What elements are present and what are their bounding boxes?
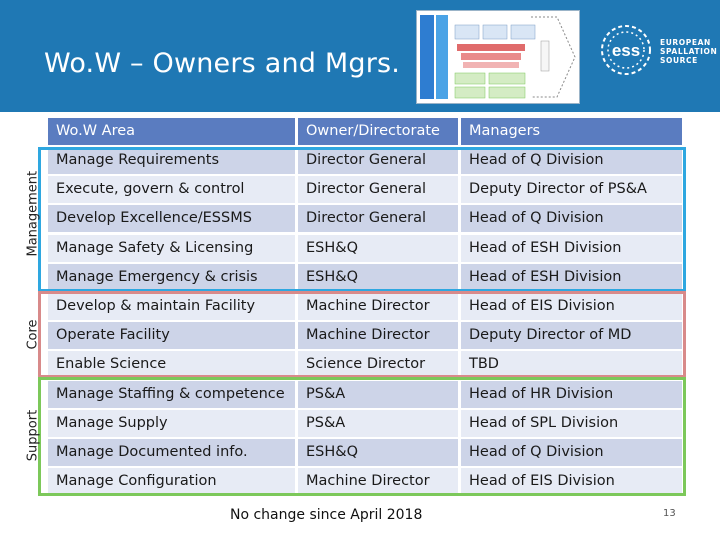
cell-area: Manage Staffing & competence bbox=[48, 381, 295, 408]
table-row bbox=[48, 380, 682, 409]
table-row bbox=[48, 321, 682, 350]
cell-area: Enable Science bbox=[48, 351, 295, 378]
cell-manager: Head of EIS Division bbox=[461, 468, 682, 495]
cell-owner: PS&A bbox=[298, 410, 458, 437]
cell-manager: Deputy Director of MD bbox=[461, 322, 682, 349]
logo-line-1: EUROPEAN bbox=[660, 38, 711, 47]
column-header-managers: Managers bbox=[461, 118, 682, 145]
cell-owner: ESH&Q bbox=[298, 439, 458, 466]
group-label-support: Support bbox=[25, 409, 41, 462]
table-row bbox=[48, 438, 682, 467]
table-row bbox=[48, 467, 682, 496]
cell-manager: Deputy Director of PS&A bbox=[461, 176, 682, 203]
group-label-core: Core bbox=[25, 319, 41, 350]
cell-owner: ESH&Q bbox=[298, 264, 458, 291]
logo-line-3: SOURCE bbox=[660, 56, 698, 65]
slide-number: 13 bbox=[663, 508, 676, 519]
cell-area: Develop & maintain Facility bbox=[48, 293, 295, 320]
column-header-area: Wo.W Area bbox=[48, 118, 295, 145]
cell-area: Operate Facility bbox=[48, 322, 295, 349]
cell-area: Execute, govern & control bbox=[48, 176, 295, 203]
cell-manager: Head of ESH Division bbox=[461, 235, 682, 262]
cell-area: Manage Supply bbox=[48, 410, 295, 437]
cell-owner: Director General bbox=[298, 176, 458, 203]
group-label-management: Management bbox=[25, 170, 41, 257]
cell-area: Manage Safety & Licensing bbox=[48, 235, 295, 262]
table-row bbox=[48, 409, 682, 438]
cell-manager: Head of Q Division bbox=[461, 205, 682, 232]
logo-mark-text: ess bbox=[611, 41, 641, 60]
cell-owner: Director General bbox=[298, 147, 458, 174]
table-row bbox=[48, 350, 682, 379]
cell-manager: Head of ESH Division bbox=[461, 264, 682, 291]
cell-manager: TBD bbox=[461, 351, 682, 378]
table-row bbox=[48, 263, 682, 292]
cell-manager: Head of Q Division bbox=[461, 147, 682, 174]
table-row bbox=[48, 175, 682, 204]
table-row bbox=[48, 204, 682, 233]
cell-owner: ESH&Q bbox=[298, 235, 458, 262]
cell-manager: Head of EIS Division bbox=[461, 293, 682, 320]
cell-owner: Director General bbox=[298, 205, 458, 232]
cell-owner: Machine Director bbox=[298, 322, 458, 349]
ess-logo-mark bbox=[596, 20, 658, 80]
table-row bbox=[48, 146, 682, 175]
process-map-image bbox=[417, 11, 579, 103]
table-row bbox=[48, 234, 682, 263]
cell-area: Manage Configuration bbox=[48, 468, 295, 495]
cell-owner: PS&A bbox=[298, 381, 458, 408]
cell-area: Manage Documented info. bbox=[48, 439, 295, 466]
cell-manager: Head of SPL Division bbox=[461, 410, 682, 437]
cell-area: Manage Requirements bbox=[48, 147, 295, 174]
process-map-thumbnail bbox=[416, 10, 580, 104]
footer-note: No change since April 2018 bbox=[230, 507, 423, 523]
table-row bbox=[48, 292, 682, 321]
ess-logo bbox=[596, 20, 716, 90]
cell-manager: Head of HR Division bbox=[461, 381, 682, 408]
slide-title: Wo.W – Owners and Mgrs. bbox=[44, 48, 401, 79]
logo-wordmark bbox=[660, 38, 717, 65]
logo-line-2: SPALLATION bbox=[660, 47, 718, 56]
cell-area: Develop Excellence/ESSMS bbox=[48, 205, 295, 232]
column-header-owner: Owner/Directorate bbox=[298, 118, 458, 145]
cell-area: Manage Emergency & crisis bbox=[48, 264, 295, 291]
cell-owner: Machine Director bbox=[298, 468, 458, 495]
cell-owner: Science Director bbox=[298, 351, 458, 378]
cell-owner: Machine Director bbox=[298, 293, 458, 320]
cell-manager: Head of Q Division bbox=[461, 439, 682, 466]
